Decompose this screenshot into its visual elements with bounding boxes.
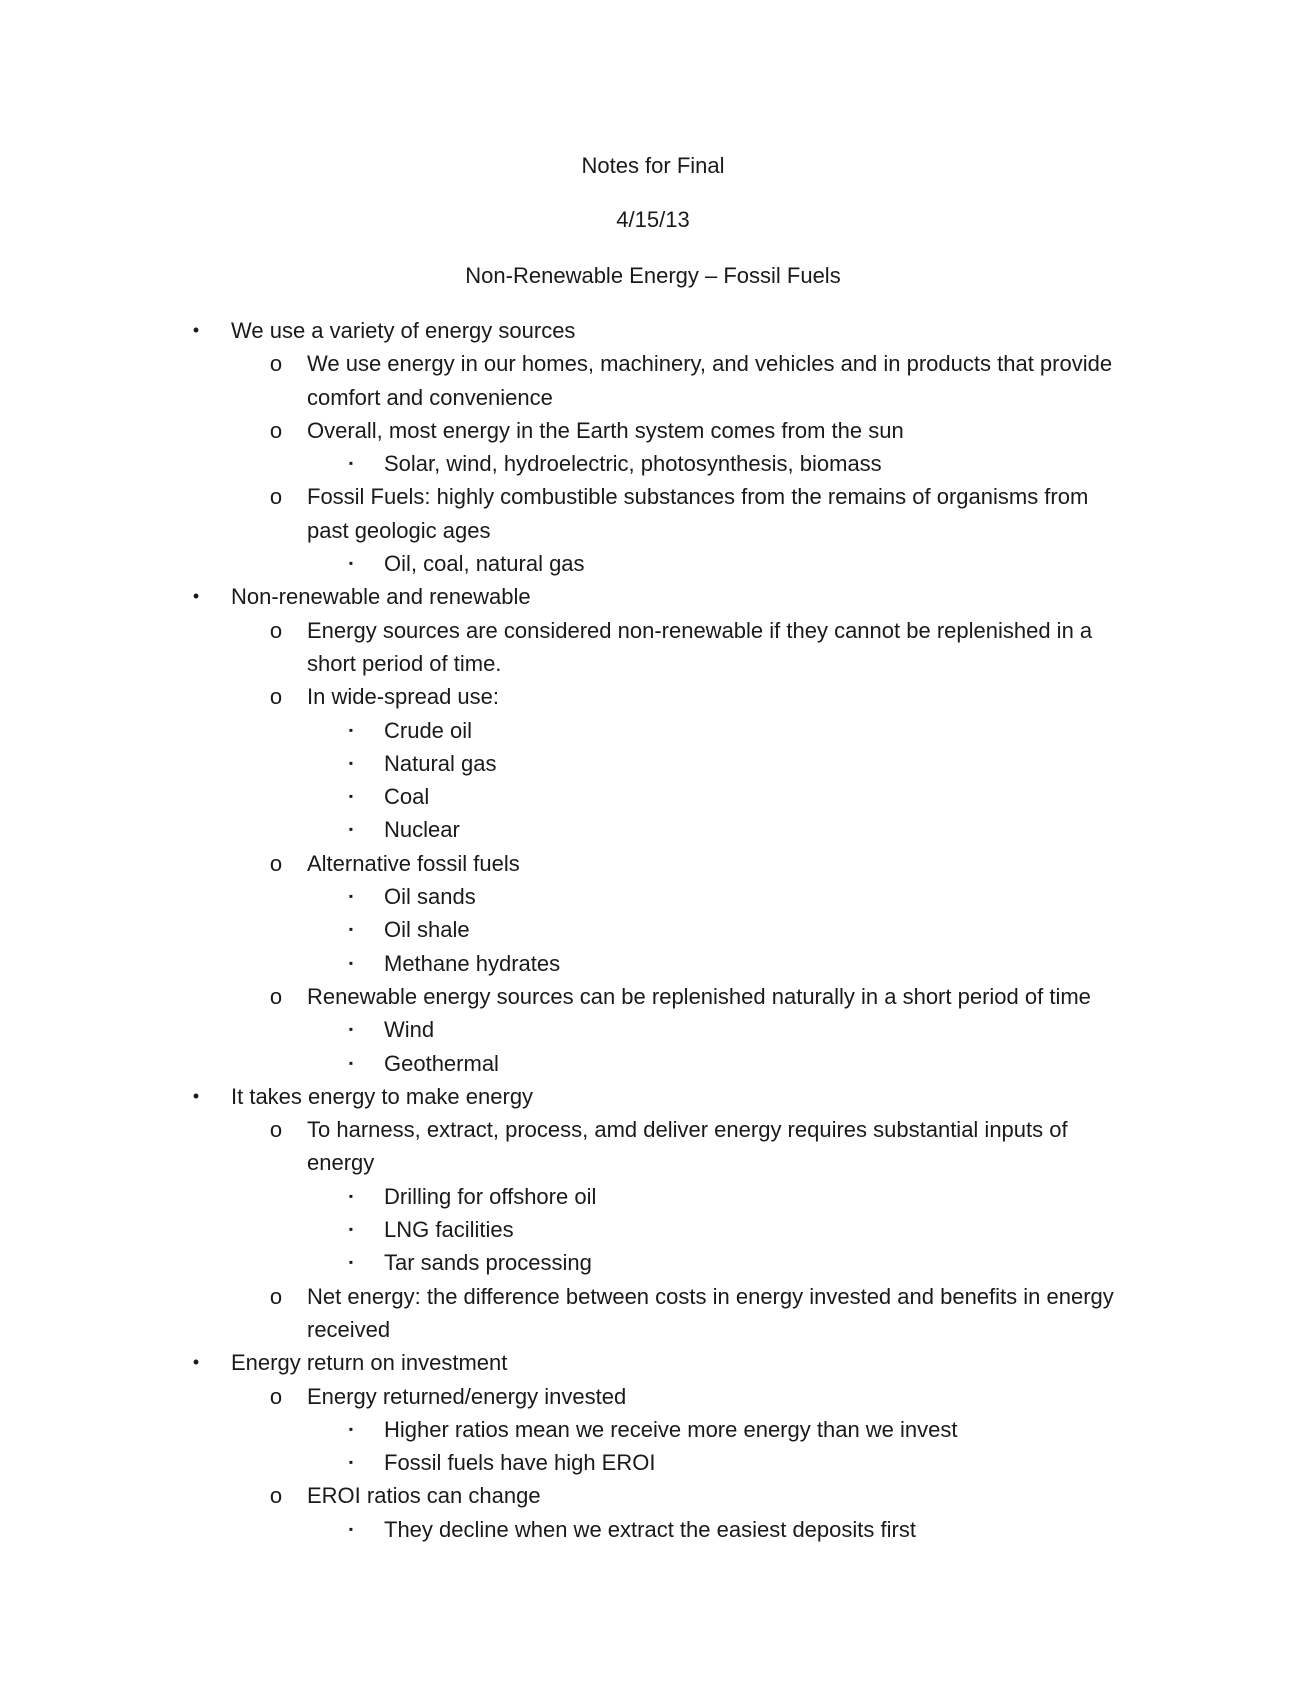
outline-item-text: Solar, wind, hydroelectric, photosynthesis, biomass xyxy=(384,451,882,477)
outline-item-text: Natural gas xyxy=(384,750,497,776)
outline-item-level-3 xyxy=(0,1013,1306,1046)
outline-item-text: Nuclear xyxy=(384,817,460,843)
outline-item-text: Geothermal xyxy=(384,1050,499,1076)
document-date: 4/15/13 xyxy=(616,207,690,232)
bullet-dot-icon: • xyxy=(192,1352,200,1373)
outline-item-level-2 xyxy=(0,480,1306,547)
bullet-circle-icon: o xyxy=(269,617,283,643)
outline-item-level-3 xyxy=(0,547,1306,580)
outline-item-level-3 xyxy=(0,947,1306,980)
outline-item-level-2 xyxy=(0,614,1306,681)
outline-item-level-3 xyxy=(0,1180,1306,1213)
bullet-square-icon: ▪ xyxy=(348,1055,354,1070)
bullet-circle-icon: o xyxy=(269,1283,283,1309)
outline-item-text: Renewable energy sources can be replenished naturally in a short period of time xyxy=(307,983,1091,1009)
outline-item-text: Fossil fuels have high EROI xyxy=(384,1450,656,1476)
outline-item-text: To harness, extract, process, amd deliver energy requires substantial inputs of energy xyxy=(307,1117,1068,1176)
bullet-circle-icon: o xyxy=(269,484,283,510)
bullet-square-icon: ▪ xyxy=(348,922,354,937)
bullet-circle-icon: o xyxy=(269,850,283,876)
bullet-square-icon: ▪ xyxy=(348,755,354,770)
bullet-circle-icon: o xyxy=(269,983,283,1009)
outline-item-level-2 xyxy=(0,1113,1306,1180)
outline-item-text: Higher ratios mean we receive more energy than we invest xyxy=(384,1416,958,1442)
bullet-square-icon: ▪ xyxy=(348,1521,354,1536)
outline-item-text: Oil, coal, natural gas xyxy=(384,551,585,577)
bullet-dot-icon: • xyxy=(192,320,200,340)
outline-item-level-3 xyxy=(0,1513,1306,1546)
outline-item-level-1 xyxy=(0,1080,1306,1113)
outline-item-level-3 xyxy=(0,880,1306,913)
outline-item-text: Energy returned/energy invested xyxy=(307,1383,627,1409)
bullet-square-icon: ▪ xyxy=(348,1421,354,1436)
document-subtitle: Non-Renewable Energy – Fossil Fuels xyxy=(465,263,841,288)
bullet-square-icon: ▪ xyxy=(348,889,354,904)
outline-item-text: Overall, most energy in the Earth system comes from the sun xyxy=(307,417,904,443)
outline-item-level-2 xyxy=(0,680,1306,713)
outline-item-text: Coal xyxy=(384,784,430,810)
outline-item-level-2 xyxy=(0,347,1306,414)
outline-item-text: Energy sources are considered non-renewable if they cannot be replenished in a short period of time. xyxy=(307,617,1093,676)
bullet-square-icon: ▪ xyxy=(348,722,354,737)
bullet-square-icon: ▪ xyxy=(348,1188,354,1203)
outline-item-level-3 xyxy=(0,747,1306,780)
bullet-circle-icon: o xyxy=(269,1383,283,1409)
bullet-dot-icon: • xyxy=(192,586,200,607)
bullet-dot-icon: • xyxy=(192,1085,200,1106)
outline-item-level-1 xyxy=(0,1346,1306,1379)
outline-item-level-2 xyxy=(0,1479,1306,1512)
outline-item-level-1 xyxy=(0,314,1306,347)
outline-item-text: Oil shale xyxy=(384,917,470,943)
notes-outline xyxy=(0,314,1306,1546)
outline-item-text: Methane hydrates xyxy=(384,950,561,976)
outline-item-text: Tar sands processing xyxy=(384,1250,592,1276)
outline-item-text: EROI ratios can change xyxy=(307,1483,541,1509)
outline-item-text: Drilling for offshore oil xyxy=(384,1183,597,1209)
bullet-square-icon: ▪ xyxy=(348,1222,354,1237)
outline-item-level-3 xyxy=(0,1246,1306,1279)
bullet-circle-icon: o xyxy=(269,1117,283,1143)
outline-item-level-3 xyxy=(0,813,1306,846)
bullet-circle-icon: o xyxy=(269,1483,283,1509)
bullet-square-icon: ▪ xyxy=(348,1455,354,1470)
outline-item-text: Oil sands xyxy=(384,884,476,910)
bullet-square-icon: ▪ xyxy=(348,1022,354,1037)
bullet-square-icon: ▪ xyxy=(348,822,354,837)
outline-item-level-2 xyxy=(0,1380,1306,1413)
outline-item-text: In wide-spread use: xyxy=(307,684,499,710)
outline-item-text: Fossil Fuels: highly combustible substances from the remains of organisms from past geologic ages xyxy=(307,484,1089,543)
outline-item-text: Net energy: the difference between costs in energy invested and benefits in energy received xyxy=(307,1283,1114,1342)
outline-item-level-1 xyxy=(0,580,1306,613)
outline-item-text: Alternative fossil fuels xyxy=(307,850,520,876)
outline-item-level-3 xyxy=(0,1413,1306,1446)
outline-item-level-3 xyxy=(0,780,1306,813)
outline-item-level-2 xyxy=(0,980,1306,1013)
bullet-square-icon: ▪ xyxy=(348,556,354,571)
outline-item-text: We use a variety of energy sources xyxy=(231,318,576,343)
bullet-circle-icon: o xyxy=(269,351,283,377)
document-title: Notes for Final xyxy=(581,153,725,178)
bullet-square-icon: ▪ xyxy=(348,456,354,471)
outline-item-level-2 xyxy=(0,1280,1306,1347)
bullet-circle-icon: o xyxy=(269,684,283,710)
outline-item-level-2 xyxy=(0,414,1306,447)
outline-item-text: Crude oil xyxy=(384,717,473,743)
outline-item-level-2 xyxy=(0,847,1306,880)
outline-item-text: Wind xyxy=(384,1017,435,1043)
outline-item-text: LNG facilities xyxy=(384,1217,514,1243)
outline-item-text: Non-renewable and renewable xyxy=(231,584,531,610)
outline-item-level-3 xyxy=(0,1446,1306,1479)
outline-item-text: They decline when we extract the easiest deposits first xyxy=(384,1516,916,1542)
outline-item-level-3 xyxy=(0,447,1306,480)
outline-item-level-3 xyxy=(0,1047,1306,1080)
outline-item-text: Energy return on investment xyxy=(231,1350,508,1376)
bullet-circle-icon: o xyxy=(269,417,283,443)
outline-item-level-3 xyxy=(0,714,1306,747)
bullet-square-icon: ▪ xyxy=(348,1255,354,1270)
outline-item-text: It takes energy to make energy xyxy=(231,1083,534,1109)
bullet-square-icon: ▪ xyxy=(348,789,354,804)
outline-item-level-3 xyxy=(0,913,1306,946)
outline-item-text: We use energy in our homes, machinery, and vehicles and in products that provide comfort and convenience xyxy=(307,351,1113,410)
outline-item-level-3 xyxy=(0,1213,1306,1246)
bullet-square-icon: ▪ xyxy=(348,955,354,970)
